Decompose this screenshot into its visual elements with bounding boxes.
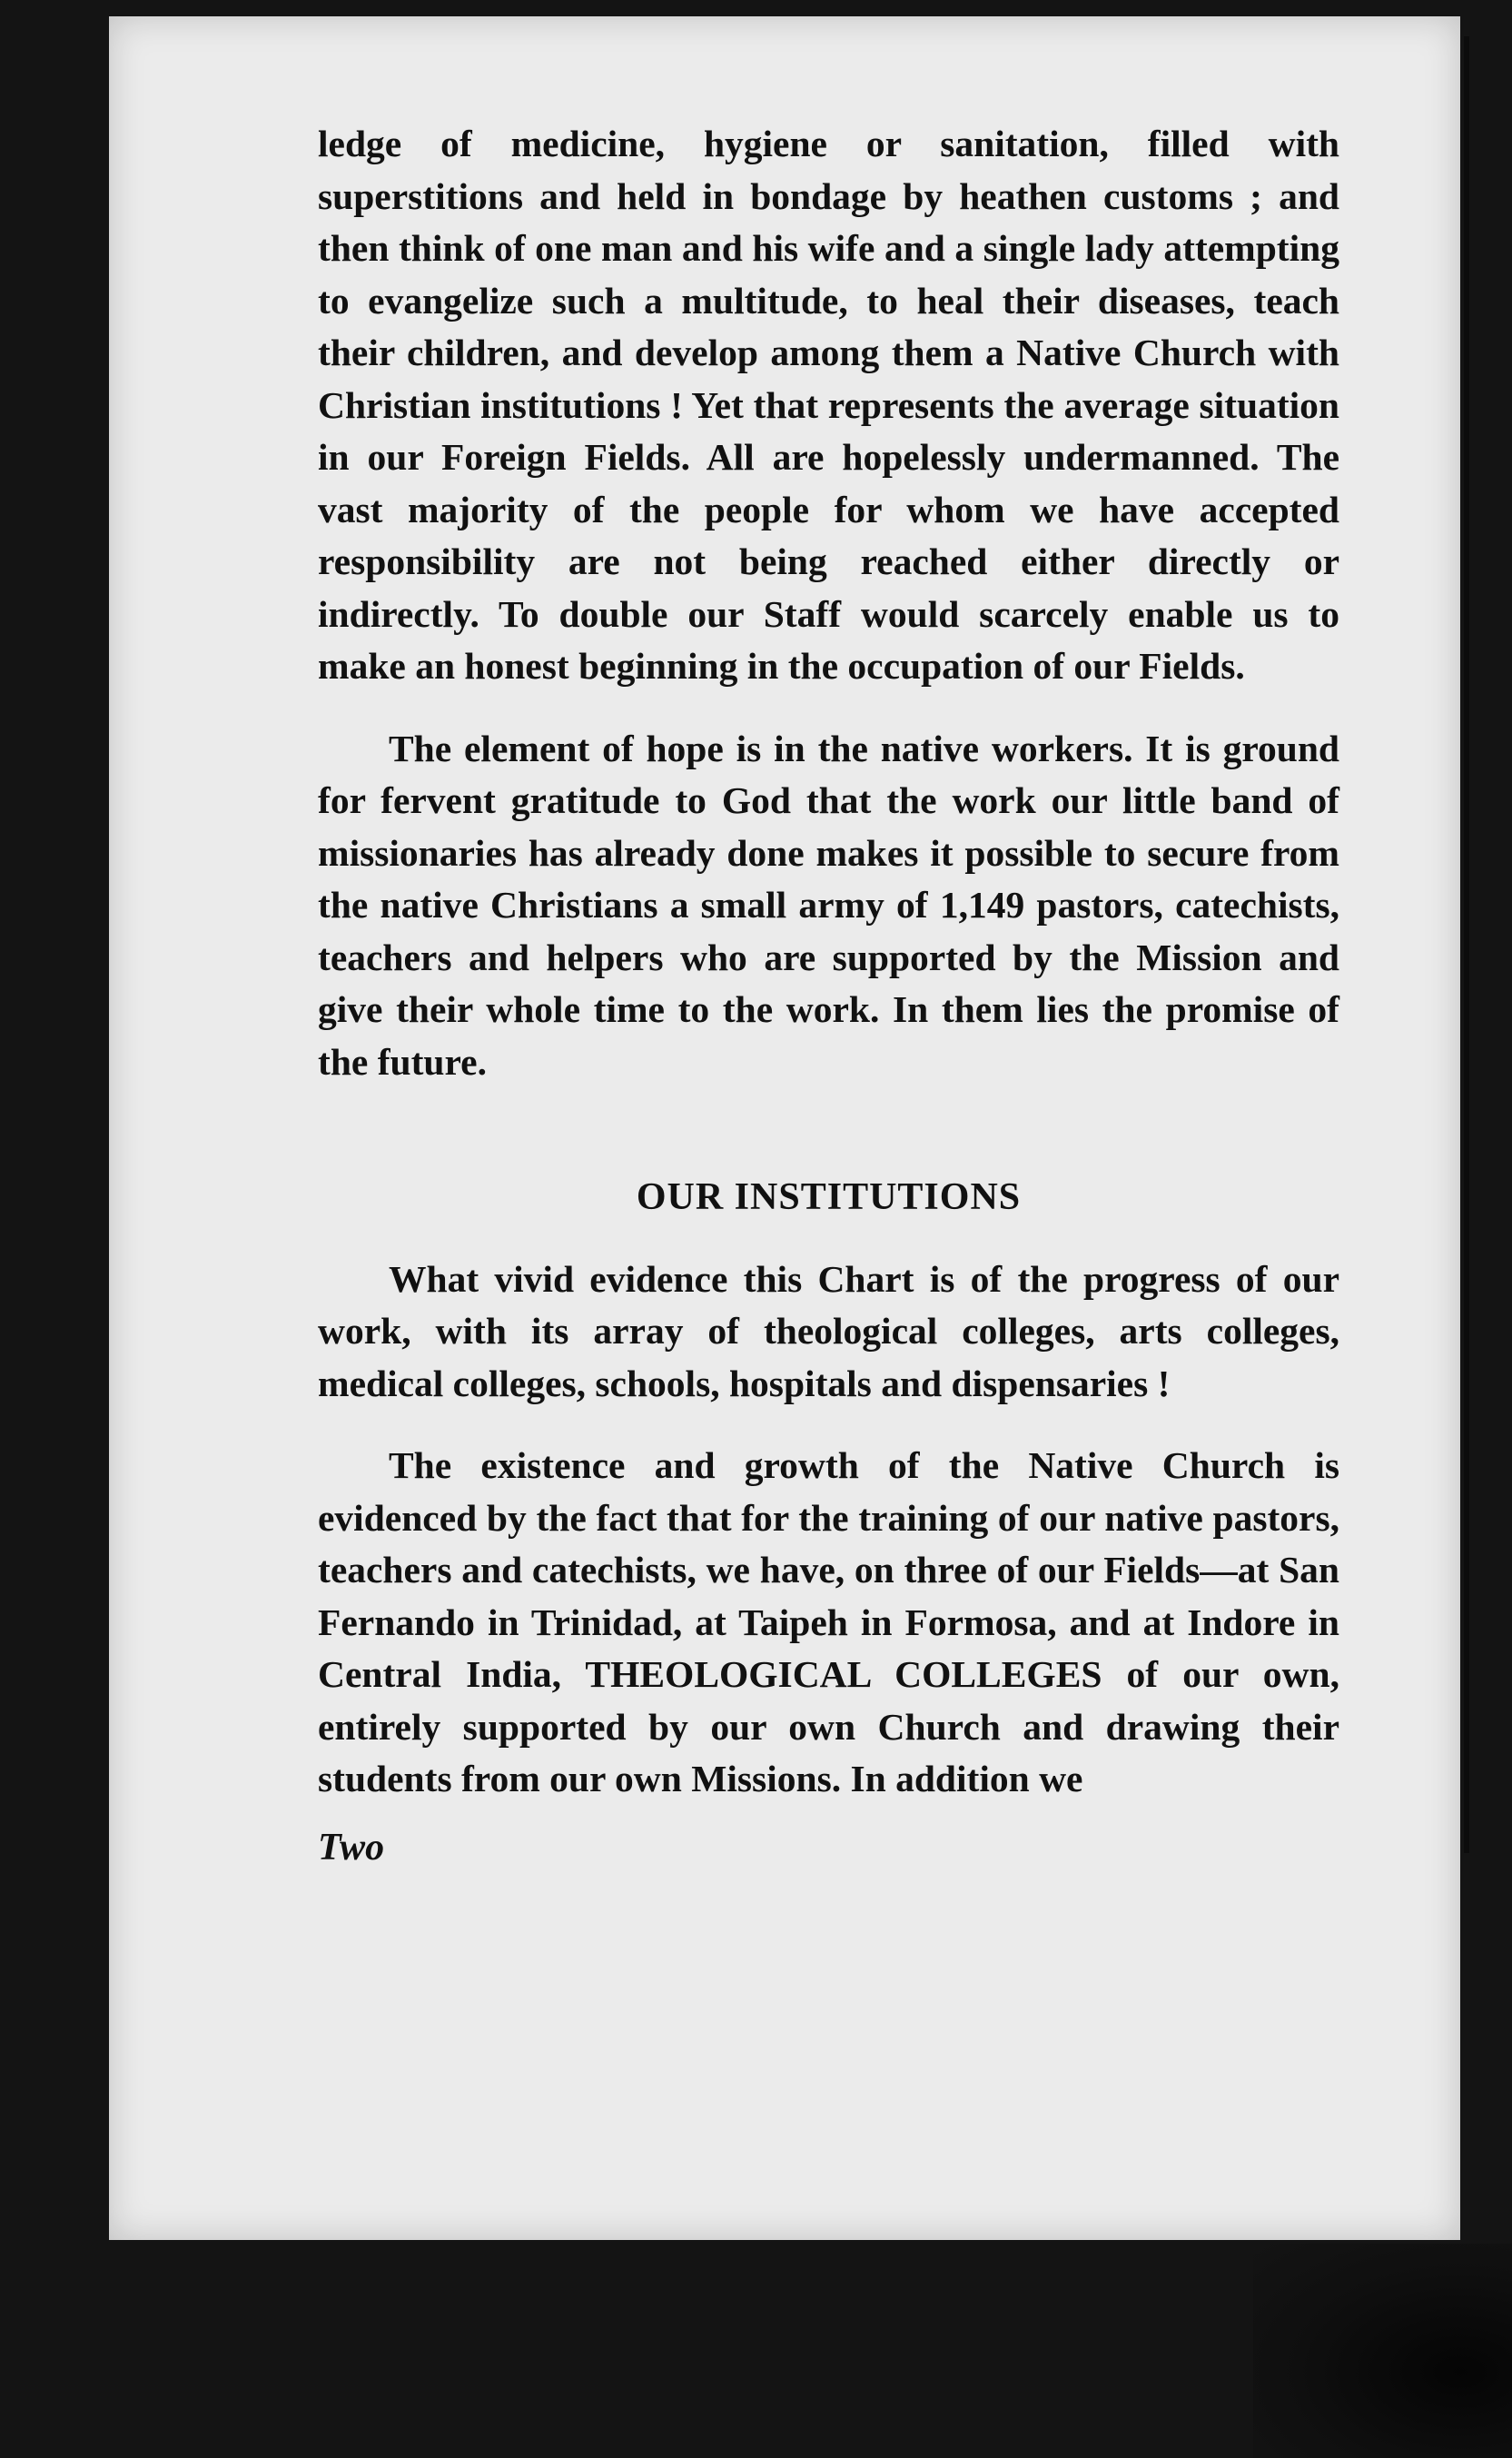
paragraph-1: ledge of medicine, hygiene or sanitation, filled with superstitions and held in bondage by heathen customs ; and then think of one man and his wife and a single lady attempting to evangelize such a multitude, to heal their diseases, teach their children, and develop among them a Native Church with Christian institutions ! Yet that represents the average situation in our Foreign Fields. All are hopelessly undermanned. The vast majority of the people for whom we have accepted responsibility are not being reached either directly or indirectly. To double our Staff would scarcely enable us to make an honest beginning in the occupation of our Fields. xyxy=(318,123,1339,687)
binding-edge xyxy=(1464,36,1469,1853)
paragraph-4: The existence and growth of the Native Church is evidenced by the fact that for the training of our native pastors, teachers and catechists, we have, on three of our Fields—at San Fernando in Trinidad, at Taipeh in Formosa, and at Indore in Central India, THEOLOGICAL COLLEGES of our own, entirely supported by our own Church and drawing their students from our own Missions. In addition we xyxy=(318,1444,1339,1799)
paragraph-3: What vivid evidence this Chart is of the progress of our work, with its array of theological colleges, arts colleges, medical colleges, schools, hospitals and dispensaries ! xyxy=(318,1257,1339,1404)
page-text xyxy=(318,118,1339,1874)
section-heading: OUR INSTITUTIONS xyxy=(636,1176,1022,1218)
paragraph-2: The element of hope is in the native workers. It is ground for fervent gratitude to God that the work our little band of missionaries has already done makes it possible to secure from the native Christians a small army of 1,149 pastors, catechists, teachers and helpers who are supported by the Mission and give their whole time to the work. In them lies the promise of the future. xyxy=(318,727,1339,1083)
page-number: Two xyxy=(318,1826,385,1868)
scan-shadow xyxy=(1253,2244,1512,2458)
